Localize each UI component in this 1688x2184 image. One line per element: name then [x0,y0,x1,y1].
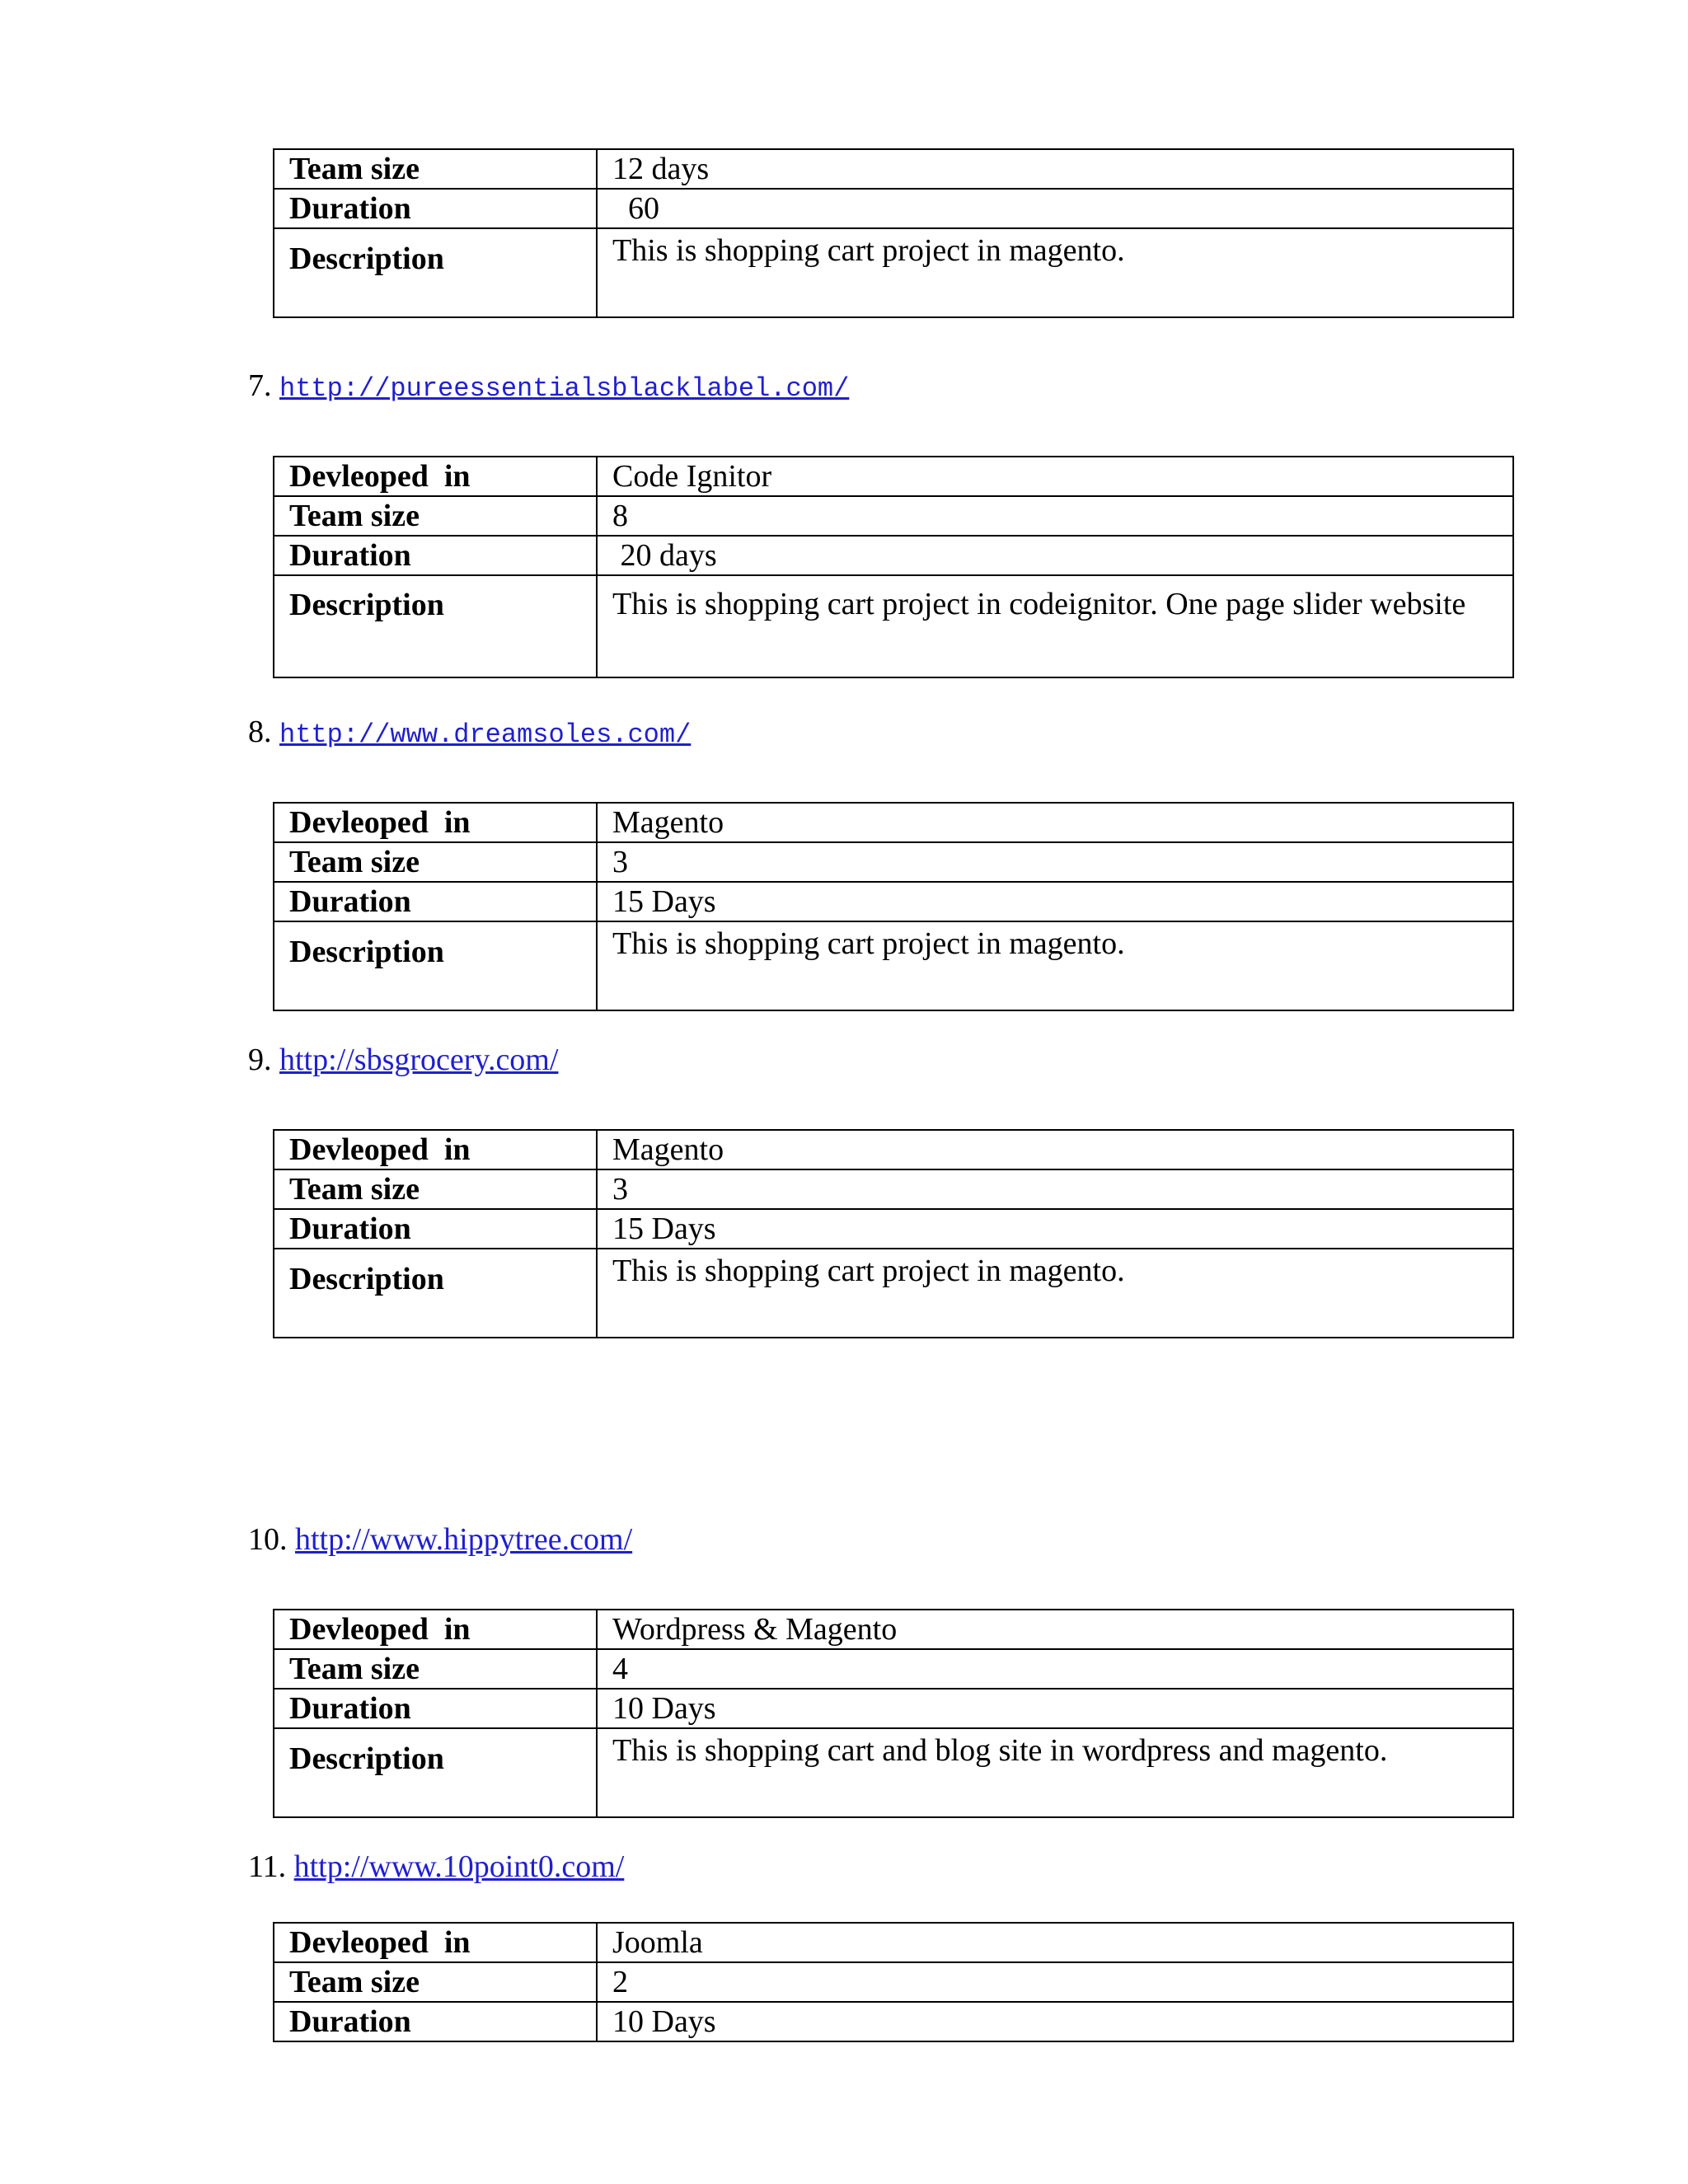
project-table-7 [273,456,1514,678]
row-label: Team size [274,496,597,536]
row-value: This is shopping cart project in magento. [597,228,1513,317]
project-number: 8. [248,715,272,749]
project-heading-8 [248,713,691,754]
row-value: 8 [597,496,1513,536]
project-number: 10. [248,1522,288,1557]
project-link[interactable]: http://www.dreamsoles.com/ [279,719,692,750]
row-value: Joomla [597,1923,1513,1962]
project-link[interactable]: http://www.10point0.com/ [293,1849,625,1884]
row-label: Devleoped in [274,1923,597,1962]
row-label: Description [274,921,597,1010]
row-label: Duration [274,536,597,575]
project-link[interactable]: http://pureessentialsblacklabel.com/ [279,373,850,404]
row-value: 60 [597,189,1513,228]
row-label: Description [274,228,597,317]
row-value: 10 Days [597,1689,1513,1728]
row-label: Description [274,1728,597,1817]
row-label: Team size [274,1169,597,1209]
row-value: 20 days [597,536,1513,575]
project-heading-9 [248,1041,558,1079]
project-link[interactable]: http://sbsgrocery.com/ [279,1043,559,1077]
row-value: 12 days [597,149,1513,189]
top-project-table [273,148,1514,318]
row-value: 3 [597,842,1513,882]
project-number: 11. [248,1849,287,1884]
row-label: Description [274,575,597,677]
row-value: Magento [597,803,1513,842]
row-value: 15 Days [597,1209,1513,1249]
project-heading-11 [248,1848,624,1886]
row-value: 10 Days [597,2002,1513,2041]
row-label: Devleoped in [274,1130,597,1169]
row-label: Duration [274,2002,597,2041]
row-label: Duration [274,189,597,228]
row-label: Description [274,1249,597,1338]
row-label: Duration [274,1209,597,1249]
row-value: Magento [597,1130,1513,1169]
project-number: 9. [248,1043,272,1077]
row-label: Duration [274,1689,597,1728]
row-label: Duration [274,882,597,921]
row-label: Devleoped in [274,1610,597,1649]
row-label: Devleoped in [274,457,597,496]
row-value: This is shopping cart and blog site in wordpress and magento. [597,1728,1513,1817]
project-table-10 [273,1609,1514,1818]
row-value: Code Ignitor [597,457,1513,496]
project-table-8 [273,802,1514,1011]
row-label: Team size [274,149,597,189]
row-value: 15 Days [597,882,1513,921]
row-label: Team size [274,1962,597,2002]
row-value: 4 [597,1649,1513,1689]
row-value: Wordpress & Magento [597,1610,1513,1649]
project-table-11 [273,1922,1514,2042]
row-label: Team size [274,842,597,882]
project-link[interactable]: http://www.hippytree.com/ [295,1522,633,1557]
row-value: 2 [597,1962,1513,2002]
row-label: Team size [274,1649,597,1689]
row-value: 3 [597,1169,1513,1209]
row-value: This is shopping cart project in magento. [597,1249,1513,1338]
row-value: This is shopping cart project in magento. [597,921,1513,1010]
row-value: This is shopping cart project in codeignitor. One page slider website [597,575,1513,677]
row-label: Devleoped in [274,803,597,842]
project-number: 7. [248,368,272,403]
project-heading-7 [248,367,849,408]
project-table-9 [273,1129,1514,1338]
project-heading-10 [248,1521,632,1558]
